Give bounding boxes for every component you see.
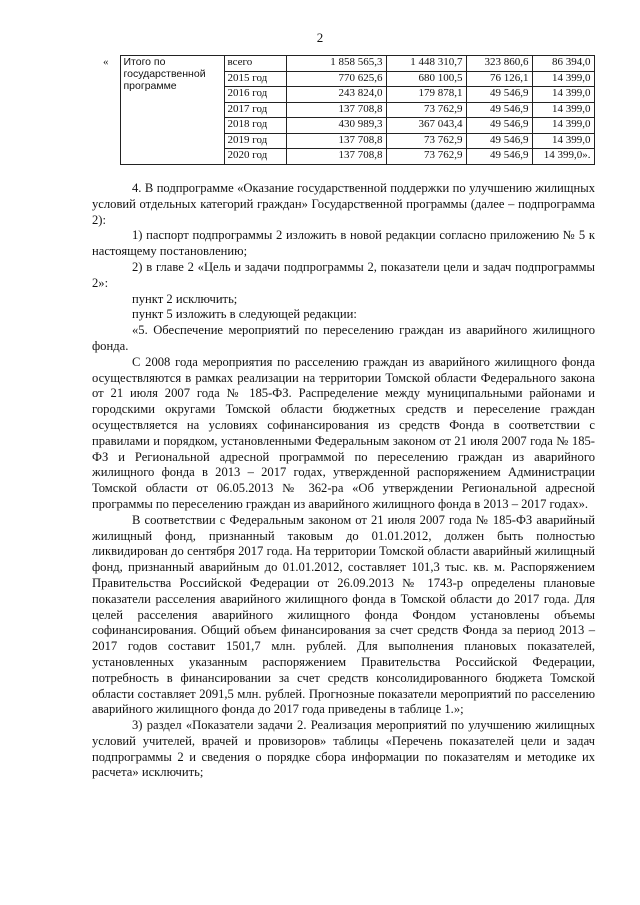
paragraph: 4. В подпрограмме «Оказание государственной поддержки по улучшению жилищных условий отдельных категорий граждан» Государственной программы (далее – подпрограмма 2): <box>92 181 595 227</box>
page-number: 2 <box>316 30 324 45</box>
value-cell: 680 100,5 <box>386 71 466 87</box>
value-cell: 73 762,9 <box>386 102 466 118</box>
value-cell: 1 858 565,3 <box>286 56 386 72</box>
value-cell: 179 878,1 <box>386 87 466 103</box>
document-body <box>92 181 595 781</box>
period-cell: 2015 год <box>224 71 286 87</box>
value-cell: 73 762,9 <box>386 149 466 165</box>
value-cell: 430 989,3 <box>286 118 386 134</box>
value-cell: 49 546,9 <box>466 102 532 118</box>
value-cell: 137 708,8 <box>286 102 386 118</box>
value-cell: 14 399,0 <box>532 133 594 149</box>
value-cell: 770 625,6 <box>286 71 386 87</box>
value-cell: 323 860,6 <box>466 56 532 72</box>
period-cell: всего <box>224 56 286 72</box>
period-cell: 2019 год <box>224 133 286 149</box>
period-cell: 2016 год <box>224 87 286 103</box>
opening-quote-mark: « <box>92 56 120 165</box>
value-cell: 14 399,0 <box>532 102 594 118</box>
value-cell: 367 043,4 <box>386 118 466 134</box>
value-cell: 14 399,0 <box>532 71 594 87</box>
value-cell: 14 399,0». <box>532 149 594 165</box>
row-label: Итого по государственной программе <box>120 56 224 165</box>
financing-table-body <box>92 56 594 165</box>
financing-table <box>92 55 595 165</box>
paragraph: пункт 2 исключить; <box>132 291 238 306</box>
paragraph: С 2008 года мероприятия по расселению граждан из аварийного жилищного фонда осуществляются в рамках реализации на территории Томской области Федерального закона от 21 июля 2007 года № 185-ФЗ. Распределение между муниципальными районами и городскими округами Томской области бюджетных средств и переселение граждан осуществляется на условиях софинансирования из средств Фонда в соответствии с правилами и порядком, установленными Федеральным законом от 21 июля 2007 года № 185-ФЗ и Региональной адресной программой по переселению граждан из аварийного жилищного фонда в 2013 – 2017 годах, утвержденной распоряжением Администрации Томской области от 06.05.2013 № 362-ра «Об утверждении Региональной адресной программы по переселению граждан из аварийного жилищного фонда в 2013 – 2017 годах». <box>92 354 595 511</box>
table-row <box>92 56 594 72</box>
value-cell: 49 546,9 <box>466 118 532 134</box>
paragraph: пункт 5 изложить в следующей редакции: <box>132 307 357 322</box>
value-cell: 86 394,0 <box>532 56 594 72</box>
value-cell: 137 708,8 <box>286 133 386 149</box>
value-cell: 243 824,0 <box>286 87 386 103</box>
period-cell: 2020 год <box>224 149 286 165</box>
paragraph: 1) паспорт подпрограммы 2 изложить в новой редакции согласно приложению № 5 к настоящему постановлению; <box>92 228 595 259</box>
value-cell: 1 448 310,7 <box>386 56 466 72</box>
value-cell: 14 399,0 <box>532 118 594 134</box>
value-cell: 76 126,1 <box>466 71 532 87</box>
value-cell: 73 762,9 <box>386 133 466 149</box>
paragraph: 2) в главе 2 «Цель и задачи подпрограммы 2, показатели цели и задач подпрограммы 2»: <box>92 259 595 290</box>
period-cell: 2018 год <box>224 118 286 134</box>
value-cell: 49 546,9 <box>466 133 532 149</box>
value-cell: 49 546,9 <box>466 149 532 165</box>
paragraph: В соответствии с Федеральным законом от 21 июля 2007 года № 185-ФЗ аварийный жилищный фонд, признанный таковым до 01.01.2012, должен быть полностью ликвидирован до сентября 2017 года. На территории Томской области аварийный жилищный фонд, признанный аварийным до 01.01.2012, составляет 101,3 тыс. кв. м. Распоряжением Правительства Российской Федерации от 26.09.2013 № 1743-р определены плановые показатели расселения аварийного жилищного фонда в Томской области до 2017 года. Для целей расселения аварийного жилищного фонда Фондом установлены объемы софинансирования. Общий объем финансирования за счет средств Фонда за период 2013 – 2017 годов составит 1501,7 млн. рублей. Для выполнения плановых показателей, установленных указанным распоряжением Правительства Российской Федерации, потребность в финансировании за счет средств консолидированного бюджета Томской области составляет 2091,5 млн. рублей. Прогнозные показатели мероприятий по расселению аварийного жилищного фонда до 2017 года приведены в таблице 1.»; <box>92 512 595 717</box>
value-cell: 49 546,9 <box>466 87 532 103</box>
paragraph: 3) раздел «Показатели задачи 2. Реализация мероприятий по улучшению жилищных условий учителей, врачей и провизоров» таблицы «Перечень показателей цели и задач подпрограммы 2 и сведения о порядке сбора информации по показателям и методике их расчета» исключить; <box>92 718 595 780</box>
value-cell: 137 708,8 <box>286 149 386 165</box>
value-cell: 14 399,0 <box>532 87 594 103</box>
paragraph: «5. Обеспечение мероприятий по переселению граждан из аварийного жилищного фонда. <box>92 323 595 353</box>
period-cell: 2017 год <box>224 102 286 118</box>
